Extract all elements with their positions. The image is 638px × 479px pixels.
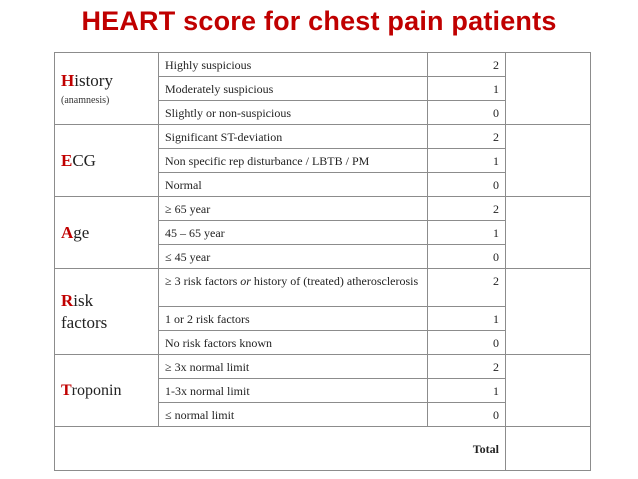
category-age [55, 197, 159, 269]
criterion-points: 0 [428, 245, 506, 269]
category-history [55, 53, 159, 125]
category-label: isk [73, 290, 94, 310]
table-row [55, 355, 591, 379]
criterion-points: 0 [428, 331, 506, 355]
criterion-text: Moderately suspicious [159, 77, 428, 101]
criterion-points: 1 [428, 379, 506, 403]
criterion-text: ≥ 65 year [159, 197, 428, 221]
criterion-points: 1 [428, 149, 506, 173]
criterion-points: 0 [428, 101, 506, 125]
criterion-points: 1 [428, 221, 506, 245]
total-row [55, 427, 591, 471]
criterion-points: 2 [428, 197, 506, 221]
category-initial: E [61, 150, 73, 170]
criterion-points: 0 [428, 173, 506, 197]
criterion-text: ≤ normal limit [159, 403, 428, 427]
criterion-points: 2 [428, 355, 506, 379]
criterion-text-part: history of (treated) atherosclerosis [250, 274, 419, 288]
score-entry-box[interactable] [506, 355, 591, 427]
criterion-text: Slightly or non-suspicious [159, 101, 428, 125]
category-label: istory [74, 70, 113, 90]
score-entry-box[interactable] [506, 53, 591, 125]
category-initial: R [61, 290, 74, 310]
criterion-text: 1-3x normal limit [159, 379, 428, 403]
table-row [55, 197, 591, 221]
criterion-text-emphasis: or [240, 274, 251, 288]
criterion-text: 1 or 2 risk factors [159, 307, 428, 331]
criterion-text-part: ≥ 3 risk factors [165, 274, 241, 288]
criterion-points: 2 [428, 269, 506, 307]
category-label-line2: factors [61, 312, 108, 332]
total-label: Total [55, 427, 506, 471]
criterion-points: 0 [428, 403, 506, 427]
criterion-text: Highly suspicious [159, 53, 428, 77]
criterion-text: ≤ 45 year [159, 245, 428, 269]
category-sublabel: (anamnesis) [61, 94, 110, 106]
criterion-points: 2 [428, 125, 506, 149]
criterion-text: Non specific rep disturbance / LBTB / PM [159, 149, 428, 173]
category-risk-factors [55, 269, 159, 355]
category-troponin [55, 355, 159, 427]
category-label: CG [72, 150, 96, 170]
score-entry-box[interactable] [506, 125, 591, 197]
criterion-points: 2 [428, 53, 506, 77]
criterion-points: 1 [428, 77, 506, 101]
category-initial: H [61, 70, 75, 90]
category-label: roponin [71, 381, 122, 399]
criterion-text: ≥ 3x normal limit [159, 355, 428, 379]
category-ecg [55, 125, 159, 197]
criterion-text [159, 269, 428, 307]
table-row [55, 269, 591, 307]
category-label: ge [73, 222, 90, 242]
criterion-text: Significant ST-deviation [159, 125, 428, 149]
heart-score-table [54, 52, 591, 471]
total-score-box[interactable] [506, 427, 591, 471]
criterion-text: 45 – 65 year [159, 221, 428, 245]
table-row [55, 125, 591, 149]
category-initial: A [61, 222, 74, 242]
table-row [55, 53, 591, 77]
score-entry-box[interactable] [506, 197, 591, 269]
criterion-text: Normal [159, 173, 428, 197]
criterion-text: No risk factors known [159, 331, 428, 355]
score-entry-box[interactable] [506, 269, 591, 355]
criterion-points: 1 [428, 307, 506, 331]
category-initial: T [61, 381, 72, 399]
page-title: HEART score for chest pain patients [81, 6, 557, 36]
